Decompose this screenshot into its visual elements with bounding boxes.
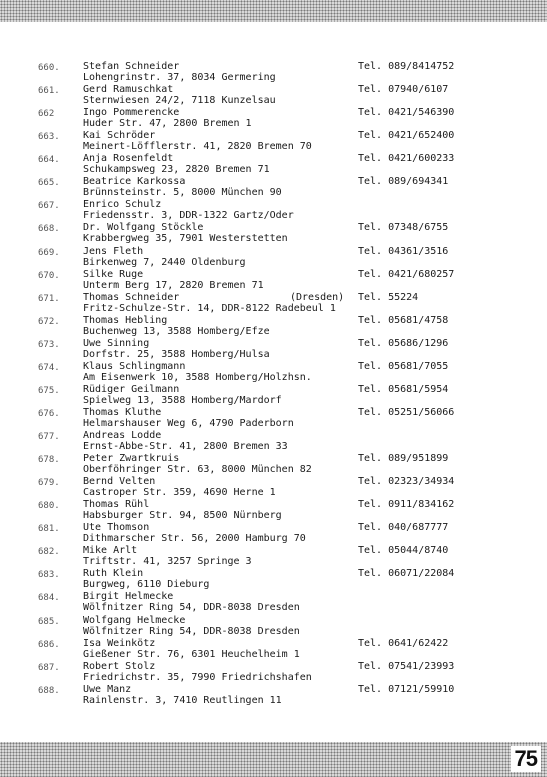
list-item	[0, 521, 547, 544]
entry-number: 687.	[38, 662, 60, 673]
list-item	[0, 106, 547, 129]
entry-name: Bernd Velten	[83, 476, 156, 488]
entry-name: Dr. Wolfgang Stöckle	[83, 222, 204, 234]
entry-name: Silke Ruge	[83, 268, 144, 280]
entry-address: Triftstr. 41, 3257 Springe 3	[83, 556, 252, 568]
list-item	[0, 544, 547, 567]
entry-address: Friedensstr. 3, DDR-1322 Gartz/Oder	[83, 210, 294, 222]
entry-address: Buchenweg 13, 3588 Homberg/Efze	[83, 325, 270, 337]
entry-city: (Dresden)	[290, 291, 345, 303]
entry-phone	[358, 453, 448, 465]
phone-number: 07541/23993	[388, 660, 455, 672]
list-item	[0, 498, 547, 521]
phone-label: Tel.	[358, 383, 383, 395]
entry-number: 676.	[38, 408, 60, 419]
entry-name: Stefan Schneider	[83, 61, 180, 72]
phone-label: Tel.	[358, 222, 383, 234]
list-item	[0, 683, 547, 706]
list-item	[0, 590, 547, 613]
entry-phone	[358, 684, 454, 696]
entry-name: Enrico Schulz	[83, 199, 162, 211]
entry-address: Krabbergweg 35, 7901 Westerstetten	[83, 233, 288, 245]
entry-address: Meinert-Löfflerstr. 41, 2820 Bremen 70	[83, 141, 312, 153]
entry-name: Uwe Manz	[83, 683, 132, 695]
phone-label: Tel.	[358, 61, 383, 72]
phone-label: Tel.	[358, 453, 383, 465]
entry-address: Gießener Str. 76, 6301 Heuchelheim 1	[83, 648, 300, 660]
entry-phone	[358, 522, 448, 534]
entry-address: Spielweg 13, 3588 Homberg/Mardorf	[83, 394, 282, 406]
phone-number: 06071/22084	[388, 568, 455, 580]
entry-number: 683.	[38, 570, 60, 581]
phone-number: 089/694341	[388, 176, 449, 188]
entry-phone	[358, 269, 454, 281]
entry-address: Dorfstr. 25, 3588 Homberg/Hulsa	[83, 348, 270, 360]
entry-number: 664.	[38, 155, 60, 166]
phone-number: 05251/56066	[388, 406, 455, 418]
phone-label: Tel.	[358, 637, 383, 649]
entry-phone	[358, 638, 448, 650]
entry-number: 678.	[38, 455, 60, 466]
entry-name: Ingo Pommerencke	[83, 107, 180, 119]
list-item	[0, 60, 547, 83]
entry-name: Ute Thomson	[83, 522, 150, 534]
entry-phone	[358, 84, 448, 96]
phone-label: Tel.	[358, 268, 383, 280]
entry-number: 686.	[38, 639, 60, 650]
phone-number: 05681/7055	[388, 360, 449, 372]
entry-phone	[358, 476, 454, 488]
phone-number: 040/687777	[388, 522, 449, 534]
entry-number: 677.	[38, 432, 60, 442]
entry-phone	[358, 176, 448, 188]
entry-phone	[358, 246, 448, 258]
phone-label: Tel.	[358, 476, 383, 488]
phone-label: Tel.	[358, 545, 383, 557]
entry-phone	[358, 661, 454, 673]
phone-label: Tel.	[358, 660, 383, 672]
entry-address: Unterm Berg 17, 2820 Bremen 71	[83, 279, 264, 291]
entry-name: Uwe Sinning	[83, 337, 150, 349]
entry-address: Birkenweg 7, 2440 Oldenburg	[83, 256, 246, 268]
list-item	[0, 614, 547, 637]
phone-number: 55224	[388, 291, 419, 303]
entry-name: Anja Rosenfeldt	[83, 153, 174, 165]
entry-address: Helmarshauser Weg 6, 4790 Paderborn	[83, 417, 294, 429]
entry-number: 669.	[38, 247, 60, 258]
entry-address: Rainlenstr. 3, 7410 Reutlingen 11	[83, 694, 282, 706]
phone-label: Tel.	[358, 245, 383, 257]
phone-label: Tel.	[358, 683, 383, 695]
list-item	[0, 245, 547, 268]
entry-address: Lohengrinstr. 37, 8034 Germering	[83, 72, 276, 83]
phone-number: 0421/546390	[388, 107, 455, 119]
list-item	[0, 268, 547, 291]
entry-number: 688.	[38, 685, 60, 696]
list-item	[0, 175, 547, 198]
entry-phone	[358, 568, 454, 580]
list-item	[0, 660, 547, 683]
phone-number: 02323/34934	[388, 476, 455, 488]
list-item	[0, 429, 547, 452]
phone-label: Tel.	[358, 291, 383, 303]
entry-phone	[358, 545, 448, 557]
phone-label: Tel.	[358, 176, 383, 188]
phone-label: Tel.	[358, 499, 383, 511]
entry-address: Castroper Str. 359, 4690 Herne 1	[83, 487, 276, 499]
list-item	[0, 129, 547, 152]
entry-address: Sternwiesen 24/2, 7118 Kunzelsau	[83, 95, 276, 107]
phone-label: Tel.	[358, 84, 383, 96]
entry-phone	[358, 61, 454, 73]
entry-number: 661.	[38, 86, 60, 97]
phone-number: 0641/62422	[388, 637, 449, 649]
list-item	[0, 83, 547, 106]
phone-label: Tel.	[358, 522, 383, 534]
phone-label: Tel.	[358, 314, 383, 326]
entry-number: 662	[38, 109, 55, 120]
entry-name: Jens Fleth	[83, 245, 144, 257]
entry-number: 674.	[38, 362, 60, 373]
entry-name: Thomas Schneider	[83, 291, 180, 303]
entry-number: 685.	[38, 616, 60, 627]
entry-name: Isa Weinkötz	[83, 637, 156, 649]
entry-address: Friedrichstr. 35, 7990 Friedrichshafen	[83, 671, 312, 683]
entry-number: 670.	[38, 270, 60, 281]
entry-name: Thomas Kluthe	[83, 406, 162, 418]
entry-name: Thomas Hebling	[83, 314, 168, 326]
entry-phone	[358, 361, 448, 373]
phone-number: 07348/6755	[388, 222, 449, 234]
entry-name: Beatrice Karkossa	[83, 176, 186, 188]
entry-phone	[358, 338, 448, 350]
phone-number: 05681/5954	[388, 383, 449, 395]
list-item	[0, 337, 547, 360]
entry-name: Andreas Lodde	[83, 430, 162, 441]
entry-address: Dithmarscher Str. 56, 2000 Hamburg 70	[83, 533, 306, 545]
entry-name: Thomas Rühl	[83, 499, 150, 511]
phone-number: 0421/680257	[388, 268, 455, 280]
entry-phone	[358, 292, 418, 304]
entry-address: Burgweg, 6110 Dieburg	[83, 579, 210, 591]
list-item	[0, 383, 547, 406]
entry-number: 667.	[38, 201, 60, 212]
phone-label: Tel.	[358, 360, 383, 372]
entry-address: Oberföhringer Str. 63, 8000 München 82	[83, 464, 312, 476]
list-item	[0, 198, 547, 221]
entry-phone	[358, 407, 454, 419]
phone-number: 05044/8740	[388, 545, 449, 557]
phone-number: 07121/59910	[388, 683, 455, 695]
address-list	[0, 60, 547, 706]
phone-label: Tel.	[358, 153, 383, 165]
phone-number: 0421/652400	[388, 130, 455, 142]
entry-name: Gerd Ramuschkat	[83, 84, 174, 96]
phone-number: 05686/1296	[388, 337, 449, 349]
entry-address: Am Eisenwerk 10, 3588 Homberg/Holzhsn.	[83, 371, 312, 383]
entry-number: 660.	[38, 63, 60, 73]
entry-name: Kai Schröder	[83, 130, 156, 142]
list-item	[0, 406, 547, 429]
entry-number: 684.	[38, 593, 60, 604]
list-item	[0, 567, 547, 590]
entry-number: 671.	[38, 293, 60, 304]
phone-number: 07940/6107	[388, 84, 449, 96]
entry-name: Peter Zwartkruis	[83, 453, 180, 465]
entry-number: 665.	[38, 178, 60, 189]
entry-phone	[358, 315, 448, 327]
entry-number: 668.	[38, 224, 60, 235]
list-item	[0, 291, 547, 314]
entry-address: Fritz-Schulze-Str. 14, DDR-8122 Radebeul 1	[83, 302, 336, 314]
entry-phone	[358, 384, 448, 396]
page-number: 75	[511, 746, 541, 772]
list-item	[0, 452, 547, 475]
entry-address: Ernst-Abbe-Str. 41, 2800 Bremen 33	[83, 441, 288, 452]
entry-number: 675.	[38, 385, 60, 396]
phone-label: Tel.	[358, 130, 383, 142]
entry-phone	[358, 107, 454, 119]
entry-name: Birgit Helmecke	[83, 591, 174, 603]
phone-number: 05681/4758	[388, 314, 449, 326]
entry-address: Wölfnitzer Ring 54, DDR-8038 Dresden	[83, 602, 300, 614]
list-item	[0, 360, 547, 383]
phone-label: Tel.	[358, 406, 383, 418]
list-item	[0, 152, 547, 175]
top-halftone-band	[0, 0, 547, 22]
list-item	[0, 475, 547, 498]
entry-address: Huder Str. 47, 2800 Bremen 1	[83, 118, 252, 130]
entry-number: 673.	[38, 339, 60, 350]
entry-address: Habsburger Str. 94, 8500 Nürnberg	[83, 510, 282, 522]
entry-number: 680.	[38, 501, 60, 512]
phone-number: 0911/834162	[388, 499, 455, 511]
list-item	[0, 314, 547, 337]
phone-number: 0421/600233	[388, 153, 455, 165]
entry-phone	[358, 153, 454, 165]
entry-address: Schukampsweg 23, 2820 Bremen 71	[83, 164, 270, 176]
entry-number: 672.	[38, 316, 60, 327]
entry-name: Klaus Schlingmann	[83, 360, 186, 372]
entry-address: Brünnsteinstr. 5, 8000 München 90	[83, 187, 282, 199]
phone-number: 04361/3516	[388, 245, 449, 257]
entry-name: Wolfgang Helmecke	[83, 614, 186, 626]
entry-number: 679.	[38, 478, 60, 489]
bottom-halftone-band	[0, 742, 547, 777]
entry-address: Wölfnitzer Ring 54, DDR-8038 Dresden	[83, 625, 300, 637]
list-item	[0, 637, 547, 660]
phone-label: Tel.	[358, 337, 383, 349]
entry-phone	[358, 130, 454, 142]
entry-number: 682.	[38, 547, 60, 558]
entry-number: 681.	[38, 524, 60, 535]
entry-phone	[358, 499, 454, 511]
phone-number: 089/8414752	[388, 61, 455, 72]
entry-phone	[358, 222, 448, 234]
phone-label: Tel.	[358, 568, 383, 580]
entry-name: Robert Stolz	[83, 660, 156, 672]
phone-number: 089/951899	[388, 453, 449, 465]
entry-name: Rüdiger Geilmann	[83, 383, 180, 395]
list-item	[0, 221, 547, 244]
phone-label: Tel.	[358, 107, 383, 119]
entry-name: Ruth Klein	[83, 568, 144, 580]
entry-number: 663.	[38, 132, 60, 143]
entry-name: Mike Arlt	[83, 545, 138, 557]
